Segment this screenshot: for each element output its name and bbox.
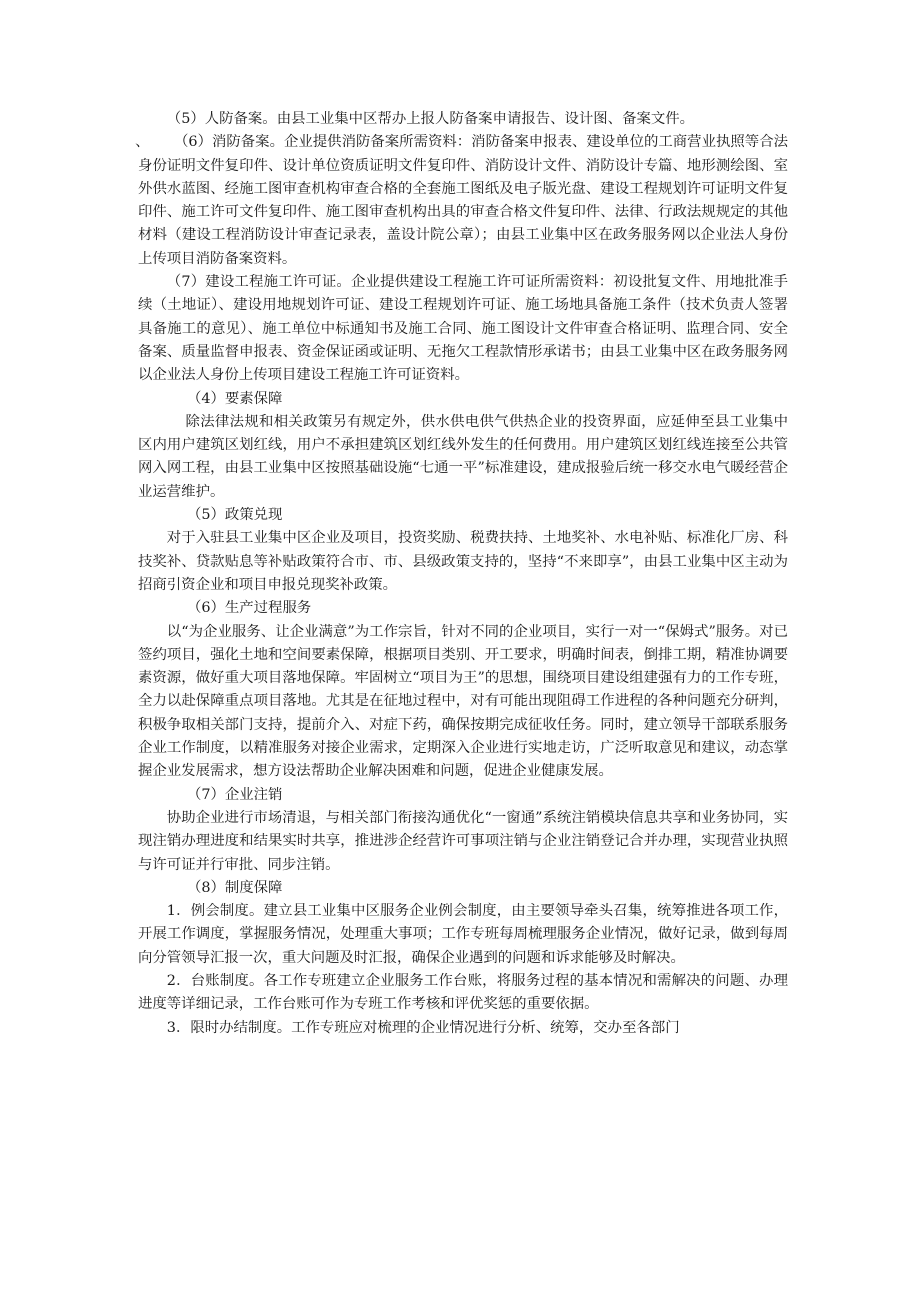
paragraph-factor-guarantee: 除法律法规和相关政策另有规定外，供水供电供气供热企业的投资界面，应延伸至县工业集中区内用户建筑区划红线，用户不承担建筑区划红线外发生的任何费用。用户建筑区划红线连接至公共管网入网工程，由县工业集中区按照基础设施“七通一平”标准建设，建成报验后统一移交水电气暖经营企业运营维护。 <box>138 413 788 500</box>
paragraph-policy-fulfillment: 对于入驻县工业集中区企业及项目，投资奖励、税费扶持、土地奖补、水电补贴、标准化厂房、科技奖补、贷款贴息等补贴政策符合市、市、县级政策支持的，坚持“不来即享”，由县工业集中区主动为招商引资企业和项目申报兑现奖补政策。 <box>138 530 788 593</box>
stray-mark: 、 <box>135 134 150 151</box>
paragraph-fire-protection-text: （6）消防备案。企业提供消防备案所需资料：消防备案申报表、建设单位的工商营业执照等合法身份证明文件复印件、设计单位资质证明文件复印件、消防设计文件、消防设计专篇、地形测绘图、室外供水蓝图、经施工图审查机构审查合格的全套施工图纸及电子版光盘、建设工程规划许可证明文件复印件、施工许可文件复印件、施工图审查机构出具的审查合格文件复印件、法律、行政法规规定的其他材料（建设工程消防设计审查记录表，盖设计院公章）；由县工业集中区在政务服务网以企业法人身份上传项目消防备案资料。 <box>138 134 788 267</box>
paragraph-time-limit-system: 3．限时办结制度。工作专班应对梳理的企业情况进行分析、统筹，交办至各部门 <box>166 1019 680 1036</box>
section-heading-policy-fulfillment: （5）政策兑现 <box>186 507 283 524</box>
paragraph-fire-protection-filing <box>135 131 788 271</box>
section-heading-system-guarantee: （8）制度保障 <box>186 879 283 896</box>
paragraph-meeting-system: 1．例会制度。建立县工业集中区服务企业例会制度，由主要领导牵头召集，统筹推进各项工作，开展工作调度，掌握服务情况，处理重大事项；工作专班每周梳理服务企业情况，做好记录，做到每周向分管领导汇报一次，重大问题及时汇报，确保企业遇到的问题和诉求能够及时解决。 <box>138 903 788 966</box>
paragraph-enterprise-deregistration: 协助企业进行市场清退，与相关部门衔接沟通优化“一窗通”系统注销模块信息共享和业务协同，实现注销办理进度和结果实时共享，推进涉企经营许可事项注销与企业注销登记合并办理，实现营业执照与许可证并行审批、同步注销。 <box>138 809 788 873</box>
paragraph-civil-defense-filing: （5）人防备案。由县工业集中区帮办上报人防备案申请报告、设计图、备案文件。 <box>166 111 695 127</box>
paragraph-construction-permit: （7）建设工程施工许可证。企业提供建设工程施工许可证所需资料：初设批复文件、用地批准手续（土地证）、建设用地规划许可证、建设工程规划许可证、施工场地具备施工条件（技术负责人签署具备施工的意见）、施工单位中标通知书及施工合同、施工图设计文件审查合格证明、监理合同、安全备案、质量监督申报表、资金保证函或证明、无拖欠工程款情形承诺书；由县工业集中区在政务服务网以企业法人身份上传项目建设工程施工许可证资料。 <box>138 274 788 384</box>
section-heading-enterprise-deregistration: （7）企业注销 <box>186 786 283 803</box>
document-body <box>135 108 788 1040</box>
section-heading-production-service: （6）生产过程服务 <box>186 600 312 617</box>
paragraph-production-service: 以“为企业服务、让企业满意”为工作宗旨，针对不同的企业项目，实行一对一“保姆式”服务。对已签约项目，强化土地和空间要素保障，根据项目类别、开工要求，明确时间表，倒排工期，精准协调要素资源，做好重大项目落地保障。牢固树立“项目为王”的思想，围绕项目建设组建强有力的工作专班，全力以赴保障重点项目落地。尤其是在征地过程中，对有可能出现阻碍工作进程的各种问题充分研判，积极争取相关部门支持，提前介入、对症下药，确保按期完成征收任务。同时，建立领导干部联系服务企业工作制度，以精准服务对接企业需求，定期深入企业进行实地走访，广泛听取意见和建议，动态掌握企业发展需求，想方设法帮助企业解决困难和问题，促进企业健康发展。 <box>138 623 788 780</box>
section-heading-factor-guarantee: （4）要素保障 <box>186 390 283 407</box>
paragraph-ledger-system: 2．台账制度。各工作专班建立企业服务工作台账，将服务过程的基本情况和需解决的问题、办理进度等详细记录，工作台账可作为专班工作考核和评优奖惩的重要依据。 <box>138 972 788 1013</box>
